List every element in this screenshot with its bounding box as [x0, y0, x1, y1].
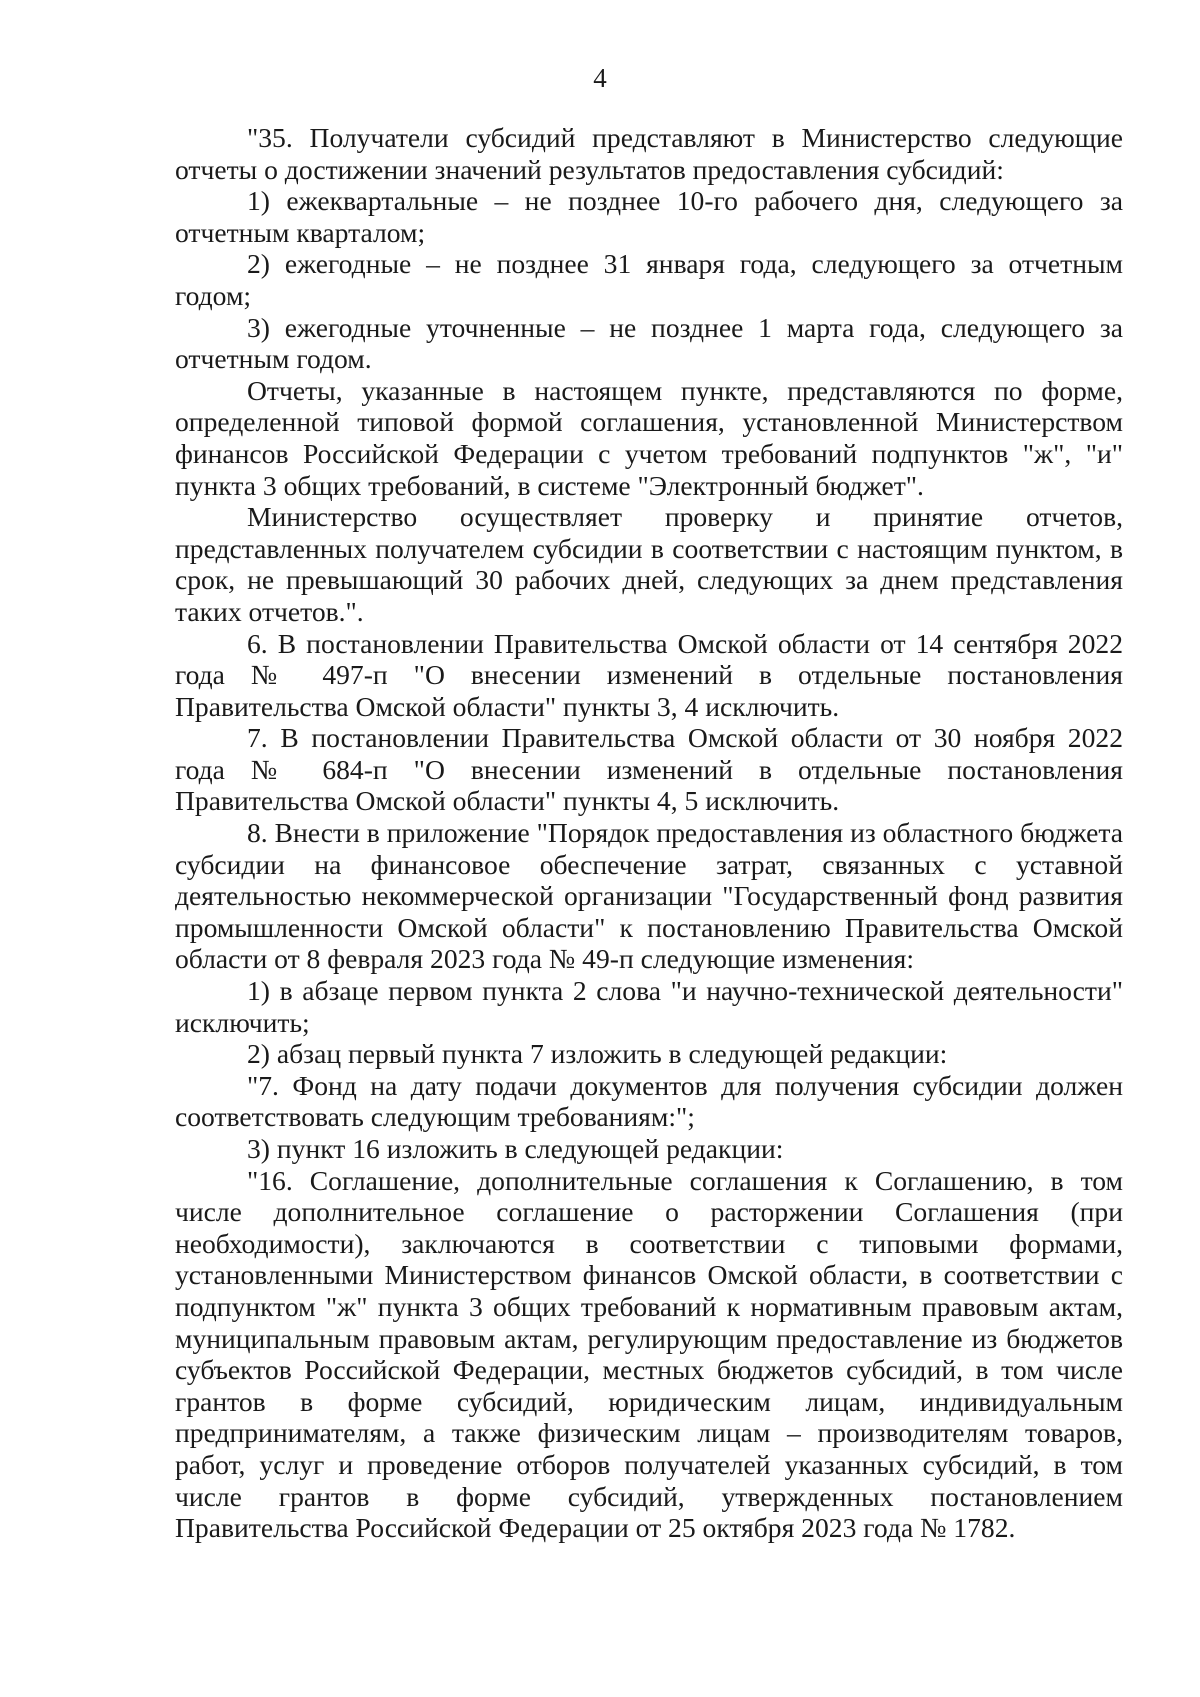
paragraph-item-8: 8. Внести в приложение "Порядок предоставления из областного бюджета субсидии на финансовое обеспечение затрат, связанных с уставной деятельностью некоммерческой организации "Государственный фонд развития промышленности Омской области" к постановлению Правительства Омской области от 8 февраля 2023 года № 49-п следующие изменения: — [175, 817, 1123, 975]
paragraph-35-intro: "35. Получатели субсидий представляют в Министерство следующие отчеты о достижении значений результатов предоставления субсидий: — [175, 122, 1123, 185]
paragraph-item-8-sub-2: 2) абзац первый пункта 7 изложить в следующей редакции: — [247, 1038, 948, 1070]
paragraph-item-7-quote: "7. Фонд на дату подачи документов для получения субсидии должен соответствовать следующим требованиям:"; — [175, 1069, 1123, 1133]
paragraph-annual: 2) ежегодные – не позднее 31 января года, следующего за отчетным годом; — [175, 248, 1123, 311]
paragraph-ministry-check: Министерство осуществляет проверку и принятие отчетов, представленных получателем субсидии в соответствии с настоящим пунктом, в срок, не превышающий 30 рабочих дней, следующих за днем представления таких отчетов.". — [175, 501, 1123, 627]
paragraph-item-7: 7. В постановлении Правительства Омской области от 30 ноября 2022 года № 684-п "О внесении изменений в отдельные постановления Правительства Омской области" пункты 4, 5 исключить. — [175, 722, 1123, 817]
document-body — [175, 122, 1123, 1544]
paragraph-item-8-sub-1: 1) в абзаце первом пункта 2 слова "и научно-технической деятельности" исключить; — [175, 975, 1123, 1038]
paragraph-annual-refined: 3) ежегодные уточненные – не позднее 1 марта года, следующего за отчетным годом. — [175, 311, 1123, 375]
paragraph-item-6: 6. В постановлении Правительства Омской области от 14 сентября 2022 года № 497-п "О внесении изменений в отдельные постановления Правительства Омской области" пункты 3, 4 исключить. — [175, 627, 1123, 722]
paragraph-reports-form: Отчеты, указанные в настоящем пункте, представляются по форме, определенной типовой формой соглашения, установленной Министерством финансов Российской Федерации с учетом требований подпунктов "ж", "и" пункта 3 общих требований, в системе "Электронный бюджет". — [175, 374, 1123, 501]
paragraph-quarterly: 1) ежеквартальные – не позднее 10-го рабочего дня, следующего за отчетным кварталом; — [175, 185, 1123, 248]
paragraph-item-16-quote: "16. Соглашение, дополнительные соглашения к Соглашению, в том числе дополнительное соглашение о расторжении Соглашения (при необходимости), заключаются в соответствии с типовыми формами, установленными Министерством финансов Омской области, в соответствии с подпунктом "ж" пункта 3 общих требований к нормативным правовым актам, муниципальным правовым актам, регулирующим предоставление из бюджетов субъектов Российской Федерации, местных бюджетов субсидий, в том числе грантов в форме субсидий, юридическим лицам, индивидуальным предпринимателям, а также физическим лицам – производителям товаров, работ, услуг и проведение отборов получателей указанных субсидий, в том числе грантов в форме субсидий, утвержденных постановлением Правительства Российской Федерации от 25 октября 2023 года № 1782. — [175, 1164, 1123, 1544]
paragraph-item-8-sub-3: 3) пункт 16 изложить в следующей редакции: — [247, 1133, 784, 1164]
page-number: 4 — [593, 63, 607, 93]
